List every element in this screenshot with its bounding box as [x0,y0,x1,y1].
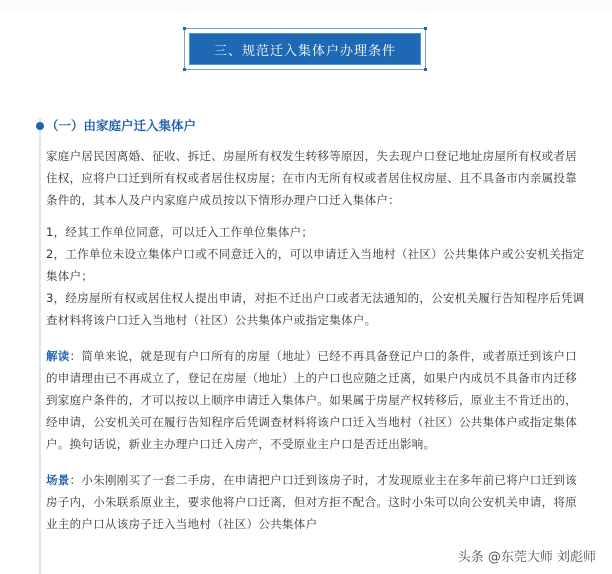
bullet-marker-icon [36,122,44,130]
subsection-title: （一）由家庭户迁入集体户 [46,118,197,133]
condition-item-2: 2，工作单位未设立集体户口或不同意迁入的，可以申请迁入当地村（社区）公共集体户或公安机关指定集体户； [46,247,585,283]
scenario-paragraph [46,469,586,535]
condition-item-3: 3，经房屋所有权或居住权人提出申请，对拒不迁出户口或者无法通知的，公安机关履行告知程序后凭调查材料将该户口迁入当地村（社区）公共集体户或指定集体户。 [46,291,585,327]
section-header-title: 三、规范迁入集体户办理条件 [189,33,421,65]
explanation-paragraph [46,345,586,455]
section-header-frame [184,28,426,70]
corner-deco [424,68,427,71]
corner-deco [183,27,186,30]
source-watermark: 头条 @东莞大师 刘彪师 [454,545,600,566]
side-rule [39,118,41,574]
explanation-text: ：简单来说，就是现有户口所有的房屋（地址）已经不再具备登记户口的条件，或者原迁到该户口的申请理由已不再成立了，登记在房屋（地址）上的户口也应随之迁离，如果户内成员不具备市内迁移到家庭户条件的，才可以按以上顺序申请迁入集体户。如果属于房屋产权转移后，原业主不肯迁出的，经申请，公安机关可在履行告知程序后凭调查材料将该户口迁入当地村（社区）公共集体户或指定集体户。换句话说，新业主办理户口迁入房产，不受原业主户口是否迁出影响。 [46,349,578,451]
explanation-label: 解读 [46,349,70,363]
intro-paragraph: 家庭户居民因离婚、征收、拆迁、房屋所有权发生转移等原因，失去现户口登记地址房屋所有权或者居住权，应将户口迁到所有权或者居住权房屋；在市内无所有权或者居住权房屋、且不具备市内亲属投靠条件的，其本人及户内家庭户成员按以下情形办理户口迁入集体户： [46,149,577,207]
scenario-label: 场景 [46,473,70,487]
condition-item-1: 1，经其工作单位同意，可以迁入工作单位集体户； [46,225,314,239]
corner-deco [424,27,427,30]
article-body [46,117,586,535]
top-band [0,0,612,10]
corner-deco [183,68,186,71]
scenario-text: ：小朱刚刚买了一套二手房，在申请把户口迁到该房子时，才发现原业主在多年前已将户口迁到该房子内，小朱联系原业主，要求他将户口迁离，但对方拒不配合。这时小朱可以向公安机关申请，将原业主的户口从该房子迁入当地村（社区）公共集体户 [46,473,578,531]
